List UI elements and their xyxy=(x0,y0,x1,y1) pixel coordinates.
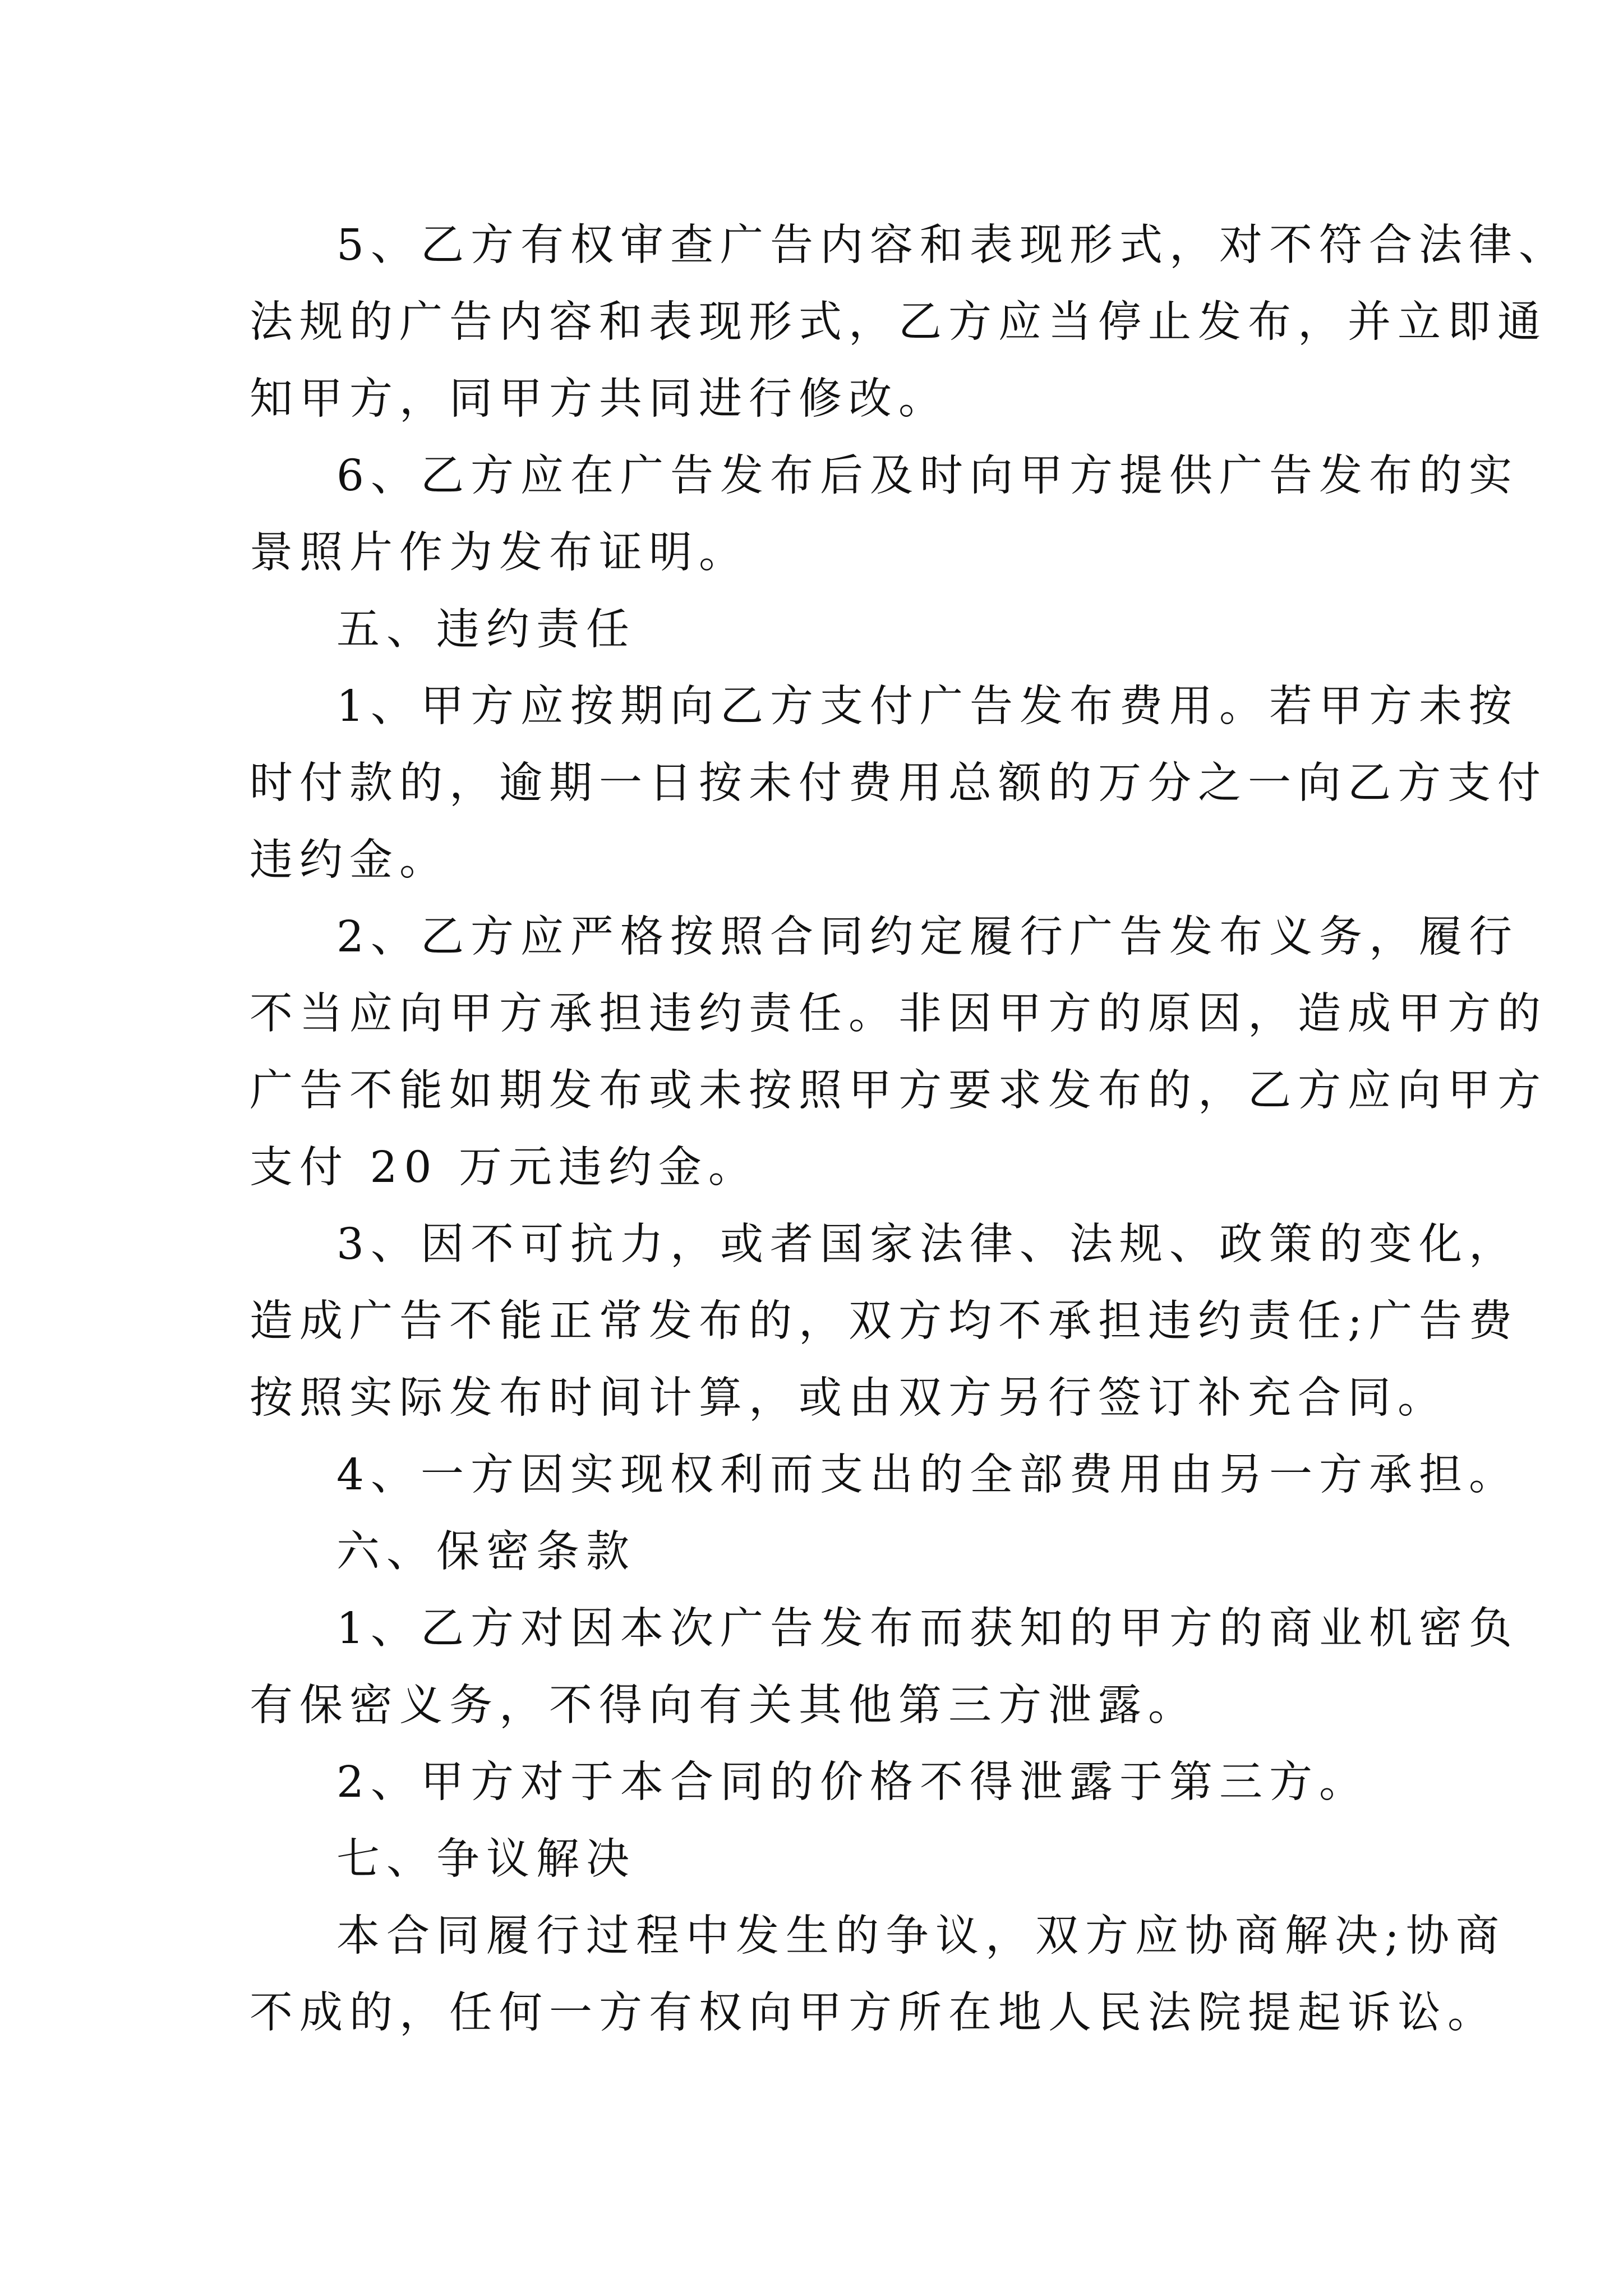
text-line: 2、乙方应严格按照合同约定履行广告发布义务，履行 xyxy=(336,912,1519,962)
text-line: 本合同履行过程中发生的争议，双方应协商解决;协商 xyxy=(336,1911,1506,1961)
text-line: 1、甲方应按期向乙方支付广告发布费用。若甲方未按 xyxy=(336,682,1519,731)
section-heading: 七、争议解决 xyxy=(336,1834,636,1884)
text-line: 广告不能如期发布或未按照甲方要求发布的，乙方应向甲方 xyxy=(250,1066,1547,1116)
text-line: 不成的，任何一方有权向甲方所在地人民法院提起诉讼。 xyxy=(250,1988,1497,2038)
text-line: 不当应向甲方承担违约责任。非因甲方的原因，造成甲方的 xyxy=(250,989,1547,1039)
text-line: 按照实际发布时间计算，或由双方另行签订补充合同。 xyxy=(250,1373,1447,1423)
text-line: 知甲方，同甲方共同进行修改。 xyxy=(250,374,948,424)
text-line: 支付 20 万元违约金。 xyxy=(250,1143,758,1193)
text-line: 造成广告不能正常发布的，双方均不承担违约责任;广告费 xyxy=(250,1296,1519,1346)
text-line: 4、一方因实现权利而支出的全部费用由另一方承担。 xyxy=(336,1450,1519,1500)
text-line: 1、乙方对因本次广告发布而获知的甲方的商业机密负 xyxy=(336,1604,1519,1654)
text-line: 有保密义务，不得向有关其他第三方泄露。 xyxy=(250,1681,1198,1731)
text-line: 5、乙方有权审查广告内容和表现形式，对不符合法律、 xyxy=(336,220,1569,270)
text-line: 6、乙方应在广告发布后及时向甲方提供广告发布的实 xyxy=(336,451,1519,501)
text-line: 3、因不可抗力，或者国家法律、法规、政策的变化， xyxy=(336,1220,1519,1269)
section-heading: 五、违约责任 xyxy=(336,605,636,655)
section-heading: 六、保密条款 xyxy=(336,1527,636,1577)
text-line: 法规的广告内容和表现形式，乙方应当停止发布，并立即通 xyxy=(250,297,1547,347)
text-line: 时付款的，逾期一日按未付费用总额的万分之一向乙方支付 xyxy=(250,758,1547,808)
text-line: 违约金。 xyxy=(250,835,449,885)
text-line: 景照片作为发布证明。 xyxy=(250,528,749,578)
text-line: 2、甲方对于本合同的价格不得泄露于第三方。 xyxy=(336,1757,1369,1807)
